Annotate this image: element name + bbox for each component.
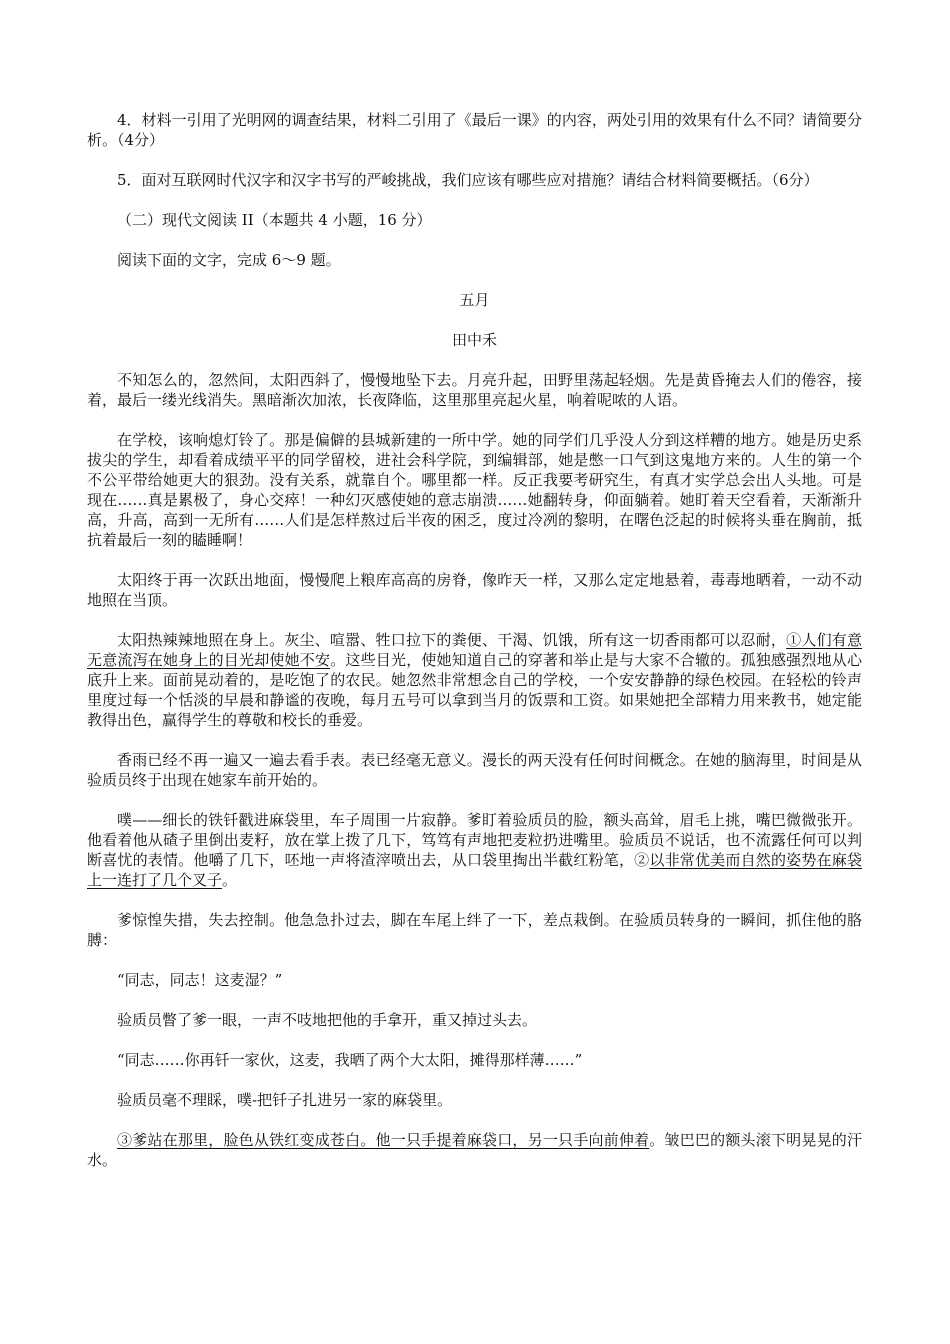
paragraph-2: 在学校，该响熄灯铃了。那是偏僻的县城新建的一所中学。她的同学们几乎没人分到这样糟的地方。她是历史系拔尖的学生，却看着成绩平平的同学留校，进社会科学院，到编辑部，她是憋一口气到这鬼地方来的。人生的第一个不公平带给她更大的狠劲。没有关系，就靠自个。哪里都一样。反正我要考研究生，有真才实学总会出人头地。可是现在……真是累极了，身心交瘁！一种幻灭感使她的意志崩溃……她翻转身，仰面躺着。她盯着天空看着，天渐渐升高，升高，高到一无所有……人们是怎样熬过后半夜的困乏，度过冷冽的黎明，在曙色泛起的时候将头垂在胸前，抵抗着最后一刻的瞌睡啊！: [87, 431, 862, 549]
paragraph-4-lead: 太阳热辣辣地照在身上。灰尘、喧嚣、牲口拉下的粪便、干渴、饥饿，所有这一切香雨都可以忍耐，: [117, 631, 787, 649]
paragraph-5: 香雨已经不再一遍又一遍去看手表。表已经毫无意义。漫长的两天没有任何时间概念。在她的脑海里，时间是从验质员终于出现在她家车前开始的。: [87, 751, 862, 789]
reading-instruction: 阅读下面的文字，完成 6～9 题。: [117, 251, 341, 269]
paragraph-4-rest: 。这些目光，使她知道自己的穿著和举止是与大家不合辙的。孤独感强烈地从心底升上来。面前晃动着的，是吃饱了的农民。她忽然非常想念自己的学校，一个安安静静的绿色校园。在轻松的铃声里度过每一个恬淡的早晨和静谧的夜晚，每月五号可以拿到当月的饭票和工资。如果她把全部精力用来教书，她定能教得出色，赢得学生的尊敬和校长的垂爱。: [87, 651, 862, 729]
paragraph-4: [87, 630, 862, 730]
paragraph-7: 爹惊惶失措，失去控制。他急急扑过去，脚在车尾上绊了一下，差点栽倒。在验质员转身的一瞬间，抓住他的胳膊：: [87, 911, 862, 949]
paragraph-1: 不知怎么的，忽然间，太阳西斜了，慢慢地坠下去。月亮升起，田野里荡起轻烟。先是黄昏掩去人们的倦容，接着，最后一缕光线消失。黑暗渐次加浓，长夜降临，这里那里亮起火星，响着呢哝的人语。: [87, 371, 862, 409]
paragraph-12-rest: 。皱巴巴的额头滚下明晃晃的汗水。: [87, 1131, 862, 1169]
article-title: 五月: [459, 291, 490, 309]
underlined-sentence-2: 以非常优美而自然的姿势在麻袋上一连打了几个叉子: [87, 851, 862, 889]
paragraph-3: 太阳终于再一次跃出地面，慢慢爬上粮库高高的房脊，像昨天一样，又那么定定地悬着，毒毒地晒着，一动不动地照在当顶。: [87, 571, 862, 609]
paragraph-6-rest: 。: [222, 871, 238, 889]
paragraph-12: [87, 1130, 862, 1170]
paragraph-6: [87, 810, 862, 890]
underlined-sentence-1: ①人们有意无意流泻在她身上的目光却使她不安: [87, 631, 862, 669]
paragraph-11: 验质员毫不理睬，噗-把钎子扎进另一家的麻袋里。: [117, 1091, 453, 1109]
question-5: 5．面对互联网时代汉字和汉字书写的严峻挑战，我们应该有哪些应对措施？请结合材料简要概括。（6分）: [117, 171, 819, 189]
article-author: 田中禾: [451, 331, 497, 349]
paragraph-9: 验质员瞥了爹一眼，一声不吱地把他的手拿开，重又掉过头去。: [117, 1011, 538, 1029]
paragraph-6-lead: 噗——细长的铁钎戳进麻袋里，车子周围一片寂静。爹盯着验质员的脸，额头高耸，眉毛上挑，嘴巴微微张开。他看着他从碴子里倒出麦籽，放在掌上拨了几下，笃笃有声地把麦粒扔进嘴里。验质员不说话，也不流露任何可以判断喜忧的表情。他嚼了几下，呸地一声将渣滓喷出去，从口袋里掏出半截红粉笔，②: [87, 811, 862, 869]
paragraph-8: “同志，同志！这麦湿？”: [117, 971, 283, 989]
section-heading: （二）现代文阅读 II（本题共 4 小题，16 分）: [117, 211, 432, 229]
document-page: [87, 110, 862, 1170]
paragraph-10: “同志……你再钎一家伙，这麦，我晒了两个大太阳，摊得那样薄……”: [117, 1051, 583, 1069]
question-4: 4．材料一引用了光明网的调查结果，材料二引用了《最后一课》的内容，两处引用的效果有什么不同？请简要分析。（4分）: [87, 111, 862, 149]
underlined-sentence-3: ③爹站在那里，脸色从铁红变成苍白。他一只手提着麻袋口，另一只手向前伸着: [117, 1131, 650, 1149]
